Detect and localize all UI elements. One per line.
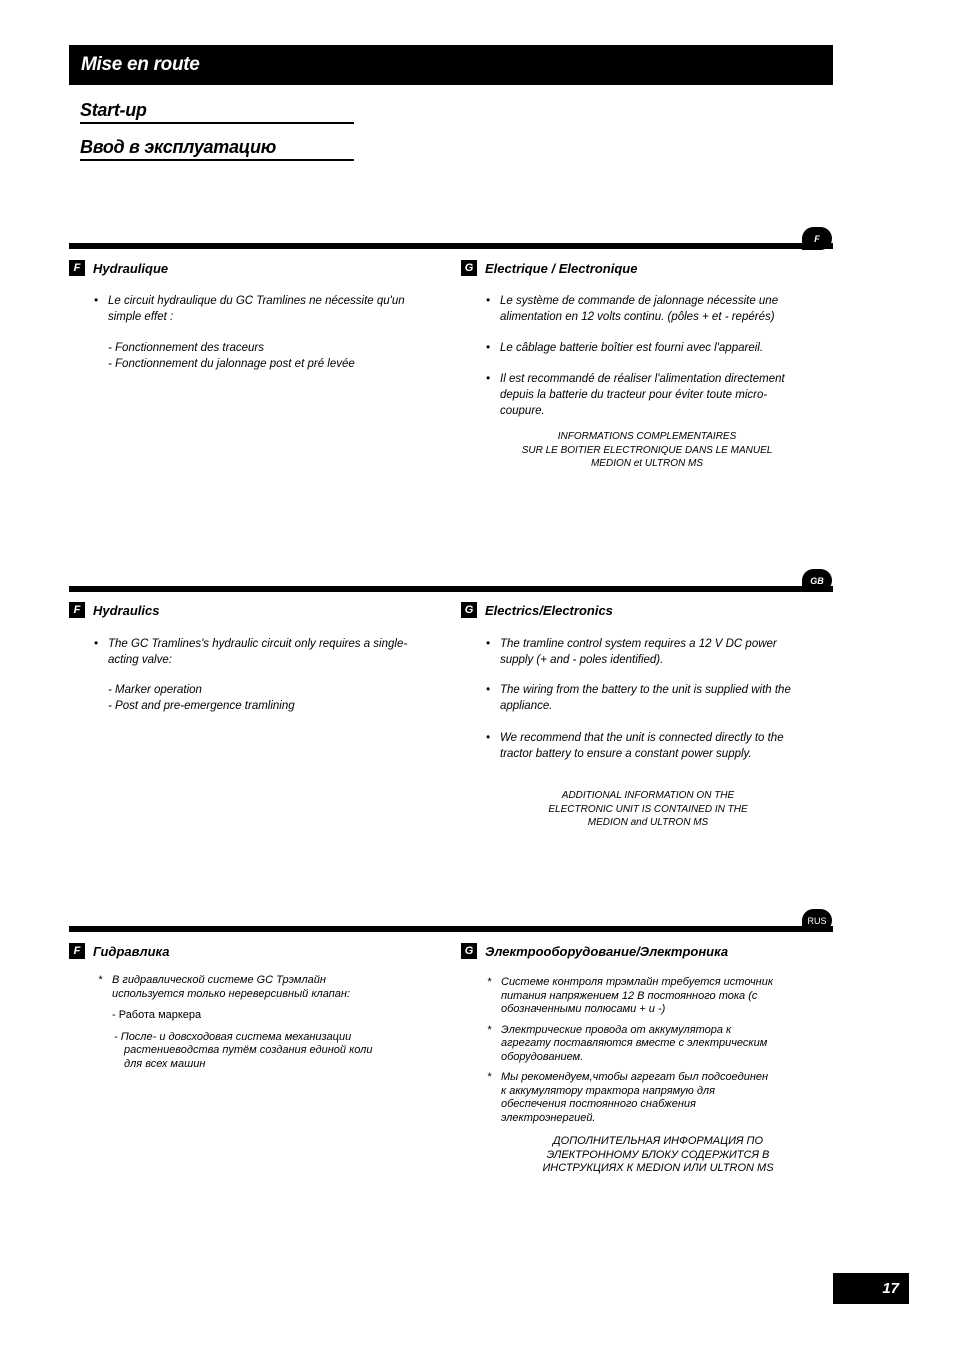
heading-text: Hydraulique bbox=[93, 260, 169, 276]
section-heading-electrique bbox=[461, 260, 637, 276]
heading-text: Electrique / Electronique bbox=[485, 260, 638, 276]
heading-text: Гидравлика bbox=[93, 943, 170, 959]
badge-f-icon: F bbox=[69, 260, 85, 276]
chapter-title: Mise en route bbox=[81, 54, 200, 75]
heading-text: Электрооборудование/Электроника bbox=[485, 943, 729, 959]
rus-electric-body: * Системе контроля трэмлайн требуется источник питания напряжением 12 В постоянного тока (с обозначенными полюсами + и -) * Электрические провода от аккумулятора к агрегату поставляются вместе с электрическим оборудованием. * Мы рекомендуем,чтобы агрегат был подсоединен к аккумулятору трактора напрямую для обеспечения постоянного снабжения электроэнергией. bbox=[487, 976, 774, 1124]
gb-hydraulic-body: • The GC Tramlines's hydraulic circuit only requires a single- acting valve: - Marker operation - Post and pre-emergence tramlining bbox=[94, 638, 408, 712]
subtitle-english: Start-up bbox=[80, 100, 354, 124]
page-number: 17 bbox=[833, 1273, 909, 1304]
rus-electric-note: ДОПОЛНИТЕЛЬНАЯ ИНФОРМАЦИЯ ПО ЭЛЕКТРОННОМУ БЛОКУ СОДЕРЖИТСЯ В ИНСТРУКЦИЯХ К MEDION ИЛИ ULTRON MS bbox=[542, 1135, 774, 1174]
gb-electric-note: ADDITIONAL INFORMATION ON THE ELECTRONIC UNIT IS CONTAINED IN THE MEDION and ULTRON MS bbox=[548, 790, 748, 828]
section-heading-electrics bbox=[461, 602, 613, 618]
section-rule-fr bbox=[69, 243, 833, 249]
badge-g-icon: G bbox=[461, 602, 477, 618]
fr-hydraulic-body: • Le circuit hydraulique du GC Tramlines ne nécessite qu'un simple effet : - Fonctionnement des traceurs - Fonctionnement du jalonnage post et pré levée bbox=[94, 295, 405, 370]
language-tab-rus: RUS bbox=[802, 909, 832, 932]
chapter-header-bar bbox=[69, 45, 833, 85]
badge-f-icon: F bbox=[69, 943, 85, 959]
gb-electric-body: • The tramline control system requires a 12 V DC power supply (+ and - poles identified). • The wiring from the battery to the unit is supplied with the appliance. • We recommend that the unit is connected directly to the tractor battery to ensure a constant power supply. bbox=[486, 638, 791, 760]
language-tab-gb: GB bbox=[802, 569, 832, 592]
badge-g-icon: G bbox=[461, 260, 477, 276]
section-rule-gb bbox=[69, 586, 833, 592]
section-heading-hydraulics bbox=[69, 602, 159, 618]
heading-text: Electrics/Electronics bbox=[485, 602, 613, 618]
section-heading-gidravlika bbox=[69, 943, 170, 959]
badge-f-icon: F bbox=[69, 602, 85, 618]
section-heading-elektro bbox=[461, 943, 728, 959]
badge-g-icon: G bbox=[461, 943, 477, 959]
section-rule-rus bbox=[69, 926, 833, 932]
fr-electric-body: • Le système de commande de jalonnage nécessite une alimentation en 12 volts continu. (pôles + et - repérés) • Le câblage batterie boîtier est fourni avec l'appareil. • Il est recommandé de réaliser l'alimentation directement depuis la batterie du tracteur pour éviter toute micro- coupure. bbox=[486, 295, 785, 417]
language-tab-fr: F bbox=[802, 227, 832, 250]
subtitle-russian: Ввод в эксплуатацию bbox=[80, 137, 354, 161]
fr-electric-note: INFORMATIONS COMPLEMENTAIRES SUR LE BOITIER ELECTRONIQUE DANS LE MANUEL MEDION et ULTRON MS bbox=[521, 431, 773, 469]
rus-hydraulic-body: * В гидравлической системе GC Трэмлайн используется только нереверсивный клапан: - Работа маркера - После- и довсходовая система механизации растениеводства путём создания единой коли для всех машин bbox=[98, 974, 373, 1070]
section-heading-hydraulique bbox=[69, 260, 168, 276]
heading-text: Hydraulics bbox=[93, 602, 160, 618]
